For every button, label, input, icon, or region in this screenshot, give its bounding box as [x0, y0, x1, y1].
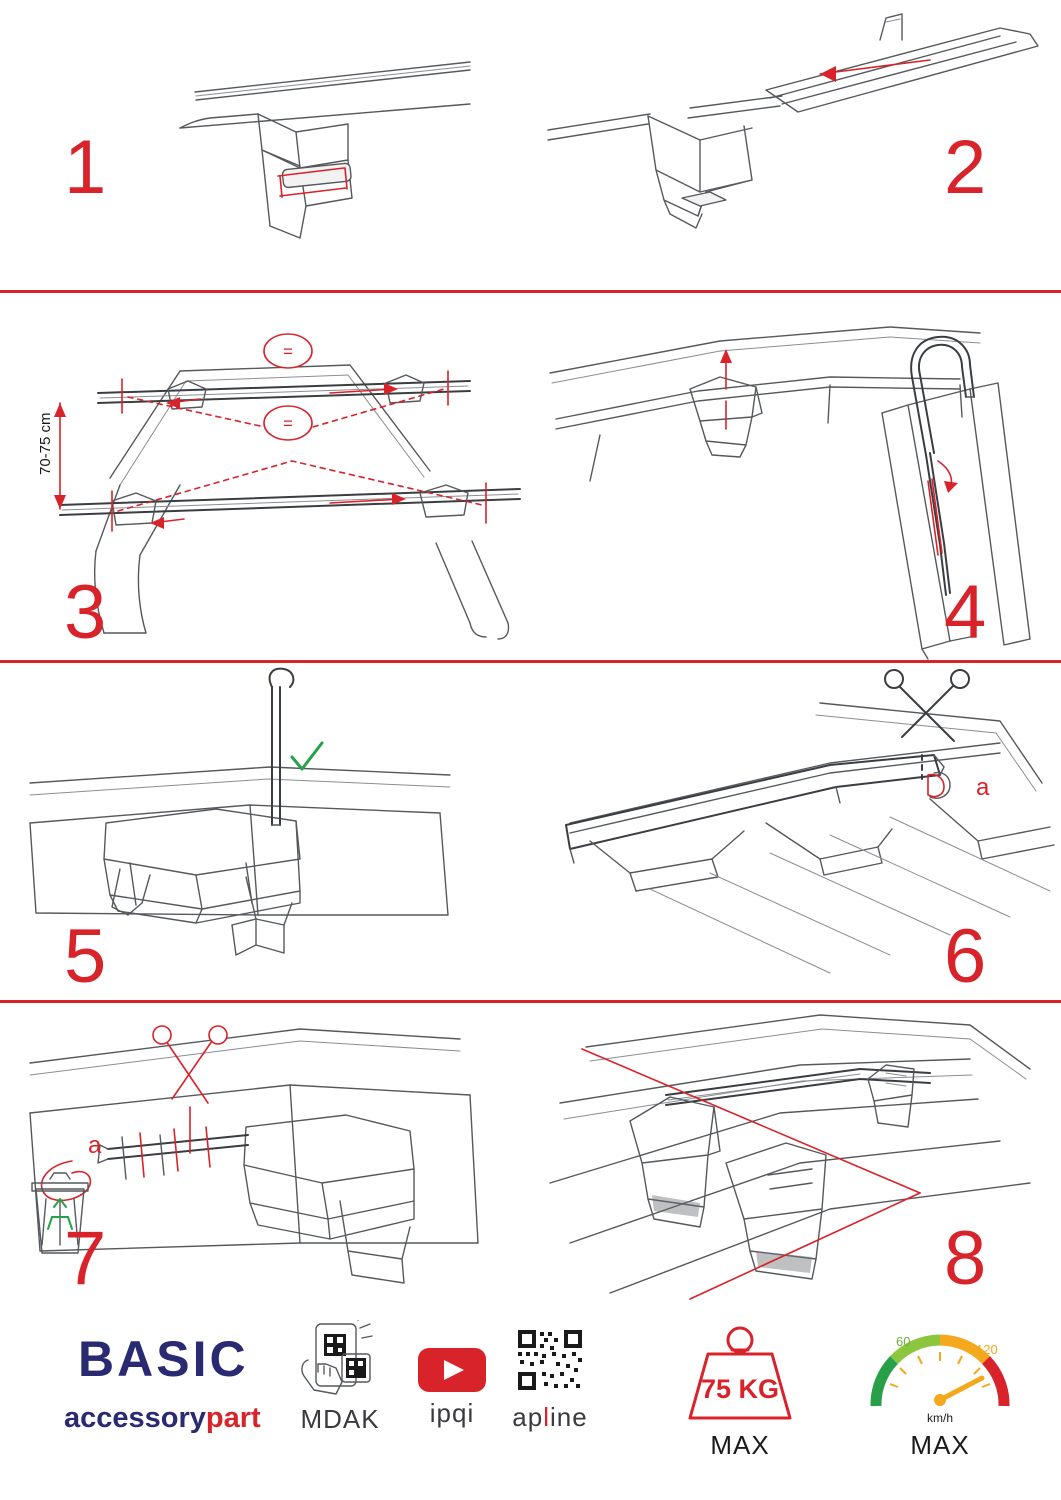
step-panel-5 [0, 663, 530, 1000]
equal-badge-bottom-label: = [283, 414, 293, 433]
brand-accessorypart [64, 1402, 261, 1435]
logo-mdak-label: MDAK [300, 1404, 380, 1434]
brand-basic: BASIC [78, 1331, 249, 1387]
logo-apline-label: apline [512, 1402, 588, 1432]
step-number-3: 3 [64, 570, 105, 655]
max-speed-indicator [850, 1310, 1030, 1461]
brand-part-text: part [205, 1402, 261, 1434]
max-speed-caption: MAX [910, 1430, 970, 1460]
logo-ipqi-label: ipqi [429, 1398, 475, 1428]
qr-code-icon [470, 1324, 630, 1396]
step-panel-8 [530, 1003, 1061, 1300]
step-panel-3 [0, 293, 530, 660]
scissors-glyph [885, 670, 969, 779]
step-number-1: 1 [64, 125, 105, 210]
speedometer-icon [850, 1310, 1030, 1430]
max-load-caption: MAX [710, 1430, 770, 1460]
part-label-a-7: a [88, 1132, 102, 1159]
check-mark-glyph [292, 743, 322, 769]
step-panel-1 [0, 0, 530, 288]
step-panel-4 [530, 293, 1061, 660]
speed-unit-label: km/h [926, 1411, 954, 1425]
check-mark-icon [30, 669, 450, 955]
part-label-a: a [976, 774, 990, 801]
equal-badge-top-label: = [283, 342, 293, 361]
hand-phone-qr-icon [280, 1320, 400, 1398]
step-number-6: 6 [944, 914, 985, 999]
scissors-glyph-7 [153, 1026, 227, 1153]
step-number-7: 7 [64, 1216, 105, 1300]
door-frame-clamp-icon [180, 62, 470, 238]
step-panel-2 [530, 0, 1061, 288]
step-panel-6 [530, 663, 1061, 1000]
speed-tick-60: 60 [896, 1334, 911, 1349]
footer [0, 1300, 1061, 1500]
step-number-8: 8 [944, 1216, 985, 1300]
logo-apline [470, 1324, 630, 1433]
brand-accessory-text: accessory [64, 1402, 206, 1434]
max-load-indicator [650, 1310, 830, 1461]
equal-spacing-icon [37, 334, 520, 639]
step-number-5: 5 [64, 914, 105, 999]
step-number-4: 4 [944, 570, 985, 655]
distance-label: 70-75 cm [37, 412, 54, 475]
max-load-value: 75 KG [700, 1374, 780, 1404]
step-panel-7 [0, 1003, 530, 1300]
logo-mdak [280, 1320, 400, 1435]
speed-tick-120: 120 [976, 1342, 998, 1357]
step-number-2: 2 [944, 125, 985, 210]
weight-icon [650, 1310, 830, 1430]
